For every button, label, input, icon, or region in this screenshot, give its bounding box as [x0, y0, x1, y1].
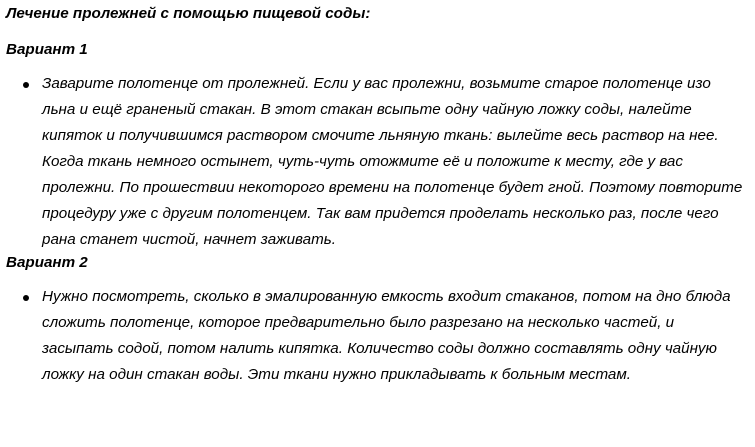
- bullet-icon: [23, 295, 29, 301]
- variant-1-list: [6, 71, 747, 253]
- bullet-icon: [23, 82, 29, 88]
- list-item: [6, 284, 747, 388]
- variant-2-list: [6, 284, 747, 388]
- variant-1-heading: Вариант 1: [6, 41, 88, 58]
- document-title: Лечение пролежней с помощью пищевой соды:: [6, 5, 371, 22]
- variant-2-heading: Вариант 2: [6, 254, 88, 271]
- list-item: [6, 71, 747, 253]
- variant-2-text: Нужно посмотреть, сколько в эмалированную емкость входит стаканов, потом на дно блюда сложить полотенце, которое предварительно было разрезано на несколько частей, и засыпать содой, потом налить кипятка. Количество соды должно составлять одну чайную ложку на один стакан воды. Эти ткани нужно прикладывать к больным местам.: [42, 288, 731, 383]
- variant-1-text: Заварите полотенце от пролежней. Если у вас пролежни, возьмите старое полотенце изо льна и ещё граненый стакан. В этот стакан всыпьте одну чайную ложку соды, налейте кипяток и получившимся раствором смочите льняную ткань: вылейте весь раствор на нее. Когда ткань немного остынет, чуть-чуть отожмите её и положите к месту, где у вас пролежни. По прошествии некоторого времени на полотенце будет гной. Поэтому повторите процедуру уже с другим полотенцем. Так вам придется проделать несколько раз, после чего рана станет чистой, начнет заживать.: [42, 75, 743, 248]
